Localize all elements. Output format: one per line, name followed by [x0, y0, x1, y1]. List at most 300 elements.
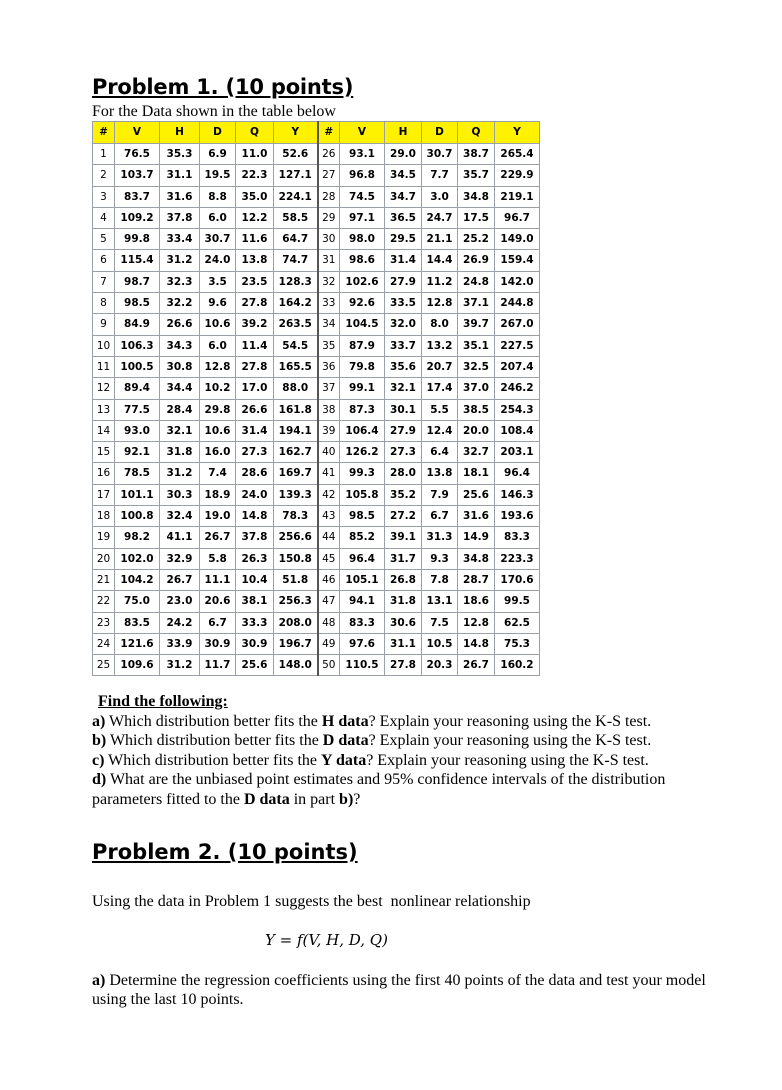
row-index-cell: 50 [318, 655, 340, 676]
row-index-cell: 45 [318, 548, 340, 569]
table-cell: 39.2 [236, 314, 274, 335]
table-row [93, 633, 540, 654]
table-cell: 11.4 [236, 335, 274, 356]
table-cell: 35.1 [458, 335, 495, 356]
table-cell: 5.5 [422, 399, 458, 420]
table-cell: 25.6 [458, 484, 495, 505]
table-row [93, 229, 540, 250]
row-index-cell: 5 [93, 229, 115, 250]
row-index-cell: 8 [93, 293, 115, 314]
table-cell: 161.8 [274, 399, 318, 420]
question-text: ? [353, 790, 361, 808]
table-row [93, 165, 540, 186]
table-cell: 10.6 [200, 314, 236, 335]
column-header-d: D [200, 122, 236, 144]
table-cell: 27.9 [385, 420, 422, 441]
problem2-intro: Using the data in Problem 1 suggests the best nonlinear relationship [92, 893, 531, 910]
table-cell: 6.7 [200, 612, 236, 633]
table-cell: 30.7 [200, 229, 236, 250]
table-cell: 14.4 [422, 250, 458, 271]
table-cell: 31.2 [160, 250, 200, 271]
table-cell: 37.1 [458, 293, 495, 314]
row-index-cell: 38 [318, 399, 340, 420]
table-cell: 9.6 [200, 293, 236, 314]
table-cell: 100.5 [115, 356, 160, 377]
table-cell: 26.6 [236, 399, 274, 420]
table-cell: 32.1 [160, 420, 200, 441]
table-row [93, 399, 540, 420]
table-cell: 108.4 [495, 420, 540, 441]
table-cell: 19.0 [200, 506, 236, 527]
table-cell: 13.8 [236, 250, 274, 271]
table-cell: 224.1 [274, 186, 318, 207]
question-emphasis: H data [321, 712, 369, 730]
table-cell: 89.4 [115, 378, 160, 399]
table-cell: 17.5 [458, 207, 495, 228]
row-index-cell: 28 [318, 186, 340, 207]
table-cell: 78.3 [274, 506, 318, 527]
table-cell: 104.2 [115, 569, 160, 590]
table-cell: 38.1 [236, 591, 274, 612]
table-cell: 26.9 [458, 250, 495, 271]
question-text: ? Explain your reasoning using the K-S test. [368, 732, 652, 749]
table-row [93, 186, 540, 207]
table-header-row [93, 122, 540, 144]
table-cell: 18.6 [458, 591, 495, 612]
table-cell: 100.8 [115, 506, 160, 527]
table-row [93, 591, 540, 612]
problem1-title: Problem 1. (10 points) [92, 75, 354, 99]
problem2-title: Problem 2. (10 points) [92, 840, 358, 864]
row-index-cell: 9 [93, 314, 115, 335]
row-index-cell: 6 [93, 250, 115, 271]
table-cell: 37.8 [160, 207, 200, 228]
table-row [93, 335, 540, 356]
table-row [93, 484, 540, 505]
table-cell: 101.1 [115, 484, 160, 505]
table-cell: 22.3 [236, 165, 274, 186]
table-cell: 6.0 [200, 335, 236, 356]
table-cell: 33.4 [160, 229, 200, 250]
table-cell: 105.8 [340, 484, 385, 505]
table-cell: 27.8 [236, 356, 274, 377]
table-cell: 5.8 [200, 548, 236, 569]
row-index-cell: 21 [93, 569, 115, 590]
question-label: a) [92, 712, 106, 730]
table-row [93, 378, 540, 399]
question-text: ? Explain your reasoning using the K-S test. [368, 712, 652, 730]
column-header-h: H [385, 122, 422, 144]
problem2-equation: Y = f(V, H, D, Q) [265, 931, 388, 949]
table-cell: 6.9 [200, 144, 236, 165]
table-cell: 160.2 [495, 655, 540, 676]
table-row [93, 612, 540, 633]
column-header-index: # [93, 122, 115, 144]
table-cell: 219.1 [495, 186, 540, 207]
table-cell: 35.0 [236, 186, 274, 207]
row-index-cell: 30 [318, 229, 340, 250]
part-a-text: Determine the regression coefficients using the first 40 points of the data and test your model using the last 10 points. [92, 972, 706, 1008]
table-cell: 256.6 [274, 527, 318, 548]
row-index-cell: 2 [93, 165, 115, 186]
table-cell: 24.7 [422, 207, 458, 228]
table-cell: 34.8 [458, 186, 495, 207]
row-index-cell: 17 [93, 484, 115, 505]
table-row [93, 655, 540, 676]
row-index-cell: 40 [318, 442, 340, 463]
table-body [93, 144, 540, 676]
table-cell: 38.7 [458, 144, 495, 165]
table-cell: 98.6 [340, 250, 385, 271]
column-header-y: Y [495, 122, 540, 144]
table-cell: 26.6 [160, 314, 200, 335]
table-cell: 32.1 [385, 378, 422, 399]
row-index-cell: 44 [318, 527, 340, 548]
question-item [92, 731, 732, 751]
table-row [93, 527, 540, 548]
table-row [93, 250, 540, 271]
table-cell: 14.8 [236, 506, 274, 527]
table-cell: 6.4 [422, 442, 458, 463]
row-index-cell: 10 [93, 335, 115, 356]
table-cell: 229.9 [495, 165, 540, 186]
row-index-cell: 18 [93, 506, 115, 527]
table-cell: 30.8 [160, 356, 200, 377]
table-cell: 7.4 [200, 463, 236, 484]
table-cell: 29.5 [385, 229, 422, 250]
table-cell: 37.0 [458, 378, 495, 399]
table-cell: 8.8 [200, 186, 236, 207]
table-cell: 98.2 [115, 527, 160, 548]
row-index-cell: 11 [93, 356, 115, 377]
table-cell: 37.8 [236, 527, 274, 548]
table-cell: 8.0 [422, 314, 458, 335]
table-cell: 14.9 [458, 527, 495, 548]
table-cell: 146.3 [495, 484, 540, 505]
table-cell: 14.8 [458, 633, 495, 654]
table-cell: 78.5 [115, 463, 160, 484]
table-cell: 11.7 [200, 655, 236, 676]
table-cell: 32.7 [458, 442, 495, 463]
table-cell: 10.6 [200, 420, 236, 441]
table-cell: 30.9 [236, 633, 274, 654]
table-cell: 32.2 [160, 293, 200, 314]
table-cell: 27.8 [385, 655, 422, 676]
row-index-cell: 3 [93, 186, 115, 207]
table-row [93, 293, 540, 314]
column-header-v: V [115, 122, 160, 144]
table-cell: 38.5 [458, 399, 495, 420]
table-cell: 34.3 [160, 335, 200, 356]
table-cell: 20.6 [200, 591, 236, 612]
table-cell: 109.2 [115, 207, 160, 228]
table-cell: 32.4 [160, 506, 200, 527]
table-cell: 31.1 [160, 165, 200, 186]
table-cell: 27.3 [236, 442, 274, 463]
table-cell: 74.5 [340, 186, 385, 207]
table-cell: 3.0 [422, 186, 458, 207]
table-row [93, 271, 540, 292]
table-cell: 17.4 [422, 378, 458, 399]
table-row [93, 420, 540, 441]
table-row [93, 356, 540, 377]
row-index-cell: 7 [93, 271, 115, 292]
table-cell: 149.0 [495, 229, 540, 250]
table-cell: 142.0 [495, 271, 540, 292]
table-row [93, 442, 540, 463]
table-cell: 83.3 [495, 527, 540, 548]
table-cell: 12.2 [236, 207, 274, 228]
question-emphasis: Y data [321, 751, 367, 769]
table-cell: 98.7 [115, 271, 160, 292]
table-row [93, 569, 540, 590]
row-index-cell: 31 [318, 250, 340, 271]
question-text: Which distribution better fits the [105, 712, 322, 730]
table-cell: 30.3 [160, 484, 200, 505]
table-cell: 106.4 [340, 420, 385, 441]
table-cell: 23.0 [160, 591, 200, 612]
table-cell: 96.7 [495, 207, 540, 228]
table-cell: 10.2 [200, 378, 236, 399]
table-cell: 35.2 [385, 484, 422, 505]
table-cell: 79.8 [340, 356, 385, 377]
column-header-index: # [318, 122, 340, 144]
row-index-cell: 37 [318, 378, 340, 399]
table-cell: 23.5 [236, 271, 274, 292]
table-cell: 12.8 [458, 612, 495, 633]
find-title: Find the following: [98, 693, 228, 710]
table-cell: 34.8 [458, 548, 495, 569]
table-cell: 24.0 [236, 484, 274, 505]
table-cell: 13.2 [422, 335, 458, 356]
table-cell: 102.0 [115, 548, 160, 569]
table-row [93, 463, 540, 484]
table-cell: 17.0 [236, 378, 274, 399]
table-cell: 103.7 [115, 165, 160, 186]
table-cell: 244.8 [495, 293, 540, 314]
table-cell: 93.0 [115, 420, 160, 441]
table-cell: 76.5 [115, 144, 160, 165]
table-cell: 30.9 [200, 633, 236, 654]
row-index-cell: 16 [93, 463, 115, 484]
column-header-q: Q [458, 122, 495, 144]
table-cell: 31.4 [236, 420, 274, 441]
table-cell: 10.4 [236, 569, 274, 590]
table-cell: 115.4 [115, 250, 160, 271]
table-cell: 19.5 [200, 165, 236, 186]
row-index-cell: 19 [93, 527, 115, 548]
table-cell: 99.3 [340, 463, 385, 484]
table-cell: 64.7 [274, 229, 318, 250]
row-index-cell: 29 [318, 207, 340, 228]
table-cell: 52.6 [274, 144, 318, 165]
table-cell: 58.5 [274, 207, 318, 228]
column-header-d: D [422, 122, 458, 144]
table-cell: 121.6 [115, 633, 160, 654]
row-index-cell: 14 [93, 420, 115, 441]
problem1-subtitle: For the Data shown in the table below [92, 103, 336, 120]
table-cell: 98.0 [340, 229, 385, 250]
column-header-h: H [160, 122, 200, 144]
table-cell: 7.9 [422, 484, 458, 505]
table-cell: 92.1 [115, 442, 160, 463]
row-index-cell: 47 [318, 591, 340, 612]
question-list [92, 712, 732, 810]
table-cell: 96.4 [495, 463, 540, 484]
table-cell: 12.8 [422, 293, 458, 314]
table-cell: 83.7 [115, 186, 160, 207]
table-cell: 6.7 [422, 506, 458, 527]
row-index-cell: 27 [318, 165, 340, 186]
table-cell: 18.1 [458, 463, 495, 484]
table-cell: 31.1 [385, 633, 422, 654]
find-section [92, 692, 732, 809]
table-cell: 83.3 [340, 612, 385, 633]
table-cell: 3.5 [200, 271, 236, 292]
table-cell: 74.7 [274, 250, 318, 271]
table-row [93, 548, 540, 569]
row-index-cell: 13 [93, 399, 115, 420]
table-cell: 9.3 [422, 548, 458, 569]
table-cell: 265.4 [495, 144, 540, 165]
table-cell: 16.0 [200, 442, 236, 463]
table-cell: 170.6 [495, 569, 540, 590]
table-cell: 35.6 [385, 356, 422, 377]
table-cell: 31.4 [385, 250, 422, 271]
table-cell: 128.3 [274, 271, 318, 292]
table-cell: 31.7 [385, 548, 422, 569]
table-cell: 31.6 [160, 186, 200, 207]
table-cell: 26.3 [236, 548, 274, 569]
table-cell: 20.0 [458, 420, 495, 441]
question-label: b) [92, 732, 107, 749]
table-cell: 27.9 [385, 271, 422, 292]
row-index-cell: 36 [318, 356, 340, 377]
table-cell: 194.1 [274, 420, 318, 441]
row-index-cell: 24 [93, 633, 115, 654]
table-cell: 98.5 [340, 506, 385, 527]
row-index-cell: 42 [318, 484, 340, 505]
table-cell: 20.3 [422, 655, 458, 676]
row-index-cell: 43 [318, 506, 340, 527]
table-cell: 26.7 [458, 655, 495, 676]
table-cell: 83.5 [115, 612, 160, 633]
table-cell: 51.8 [274, 569, 318, 590]
table-cell: 31.2 [160, 655, 200, 676]
table-cell: 148.0 [274, 655, 318, 676]
table-cell: 31.6 [458, 506, 495, 527]
row-index-cell: 12 [93, 378, 115, 399]
table-cell: 94.1 [340, 591, 385, 612]
table-cell: 25.6 [236, 655, 274, 676]
table-cell: 21.1 [422, 229, 458, 250]
table-cell: 54.5 [274, 335, 318, 356]
table-cell: 208.0 [274, 612, 318, 633]
table-cell: 246.2 [495, 378, 540, 399]
table-cell: 12.8 [200, 356, 236, 377]
column-header-y: Y [274, 122, 318, 144]
table-cell: 62.5 [495, 612, 540, 633]
table-cell: 109.6 [115, 655, 160, 676]
table-cell: 99.5 [495, 591, 540, 612]
table-cell: 29.0 [385, 144, 422, 165]
table-cell: 11.2 [422, 271, 458, 292]
table-cell: 7.7 [422, 165, 458, 186]
table-cell: 92.6 [340, 293, 385, 314]
question-label: d) [92, 771, 107, 788]
table-cell: 24.0 [200, 250, 236, 271]
table-row [93, 506, 540, 527]
table-cell: 88.0 [274, 378, 318, 399]
question-text: in part [289, 790, 340, 808]
table-cell: 31.8 [385, 591, 422, 612]
table-cell: 27.8 [236, 293, 274, 314]
table-cell: 254.3 [495, 399, 540, 420]
table-cell: 26.8 [385, 569, 422, 590]
table-cell: 203.1 [495, 442, 540, 463]
row-index-cell: 41 [318, 463, 340, 484]
table-cell: 31.3 [422, 527, 458, 548]
table-cell: 106.3 [115, 335, 160, 356]
row-index-cell: 48 [318, 612, 340, 633]
table-cell: 26.7 [200, 527, 236, 548]
table-cell: 77.5 [115, 399, 160, 420]
table-cell: 256.3 [274, 591, 318, 612]
question-item [92, 751, 732, 771]
table-cell: 207.4 [495, 356, 540, 377]
table-cell: 31.2 [160, 463, 200, 484]
row-index-cell: 1 [93, 144, 115, 165]
question-text: What are the unbiased point estimates and 95% confidence intervals of the distribution parameters fitted to the [92, 771, 666, 808]
table-cell: 105.1 [340, 569, 385, 590]
table-cell: 87.9 [340, 335, 385, 356]
question-text: Which distribution better fits the [106, 732, 323, 749]
table-cell: 30.6 [385, 612, 422, 633]
row-index-cell: 35 [318, 335, 340, 356]
table-cell: 96.8 [340, 165, 385, 186]
table-cell: 33.9 [160, 633, 200, 654]
table-cell: 33.3 [236, 612, 274, 633]
question-emphasis: D data [243, 790, 290, 808]
table-cell: 20.7 [422, 356, 458, 377]
table-cell: 33.5 [385, 293, 422, 314]
question-text: Which distribution better fits the [104, 751, 321, 769]
table-cell: 196.7 [274, 633, 318, 654]
table-cell: 18.9 [200, 484, 236, 505]
question-label: c) [92, 751, 105, 769]
table-cell: 127.1 [274, 165, 318, 186]
table-cell: 7.8 [422, 569, 458, 590]
row-index-cell: 20 [93, 548, 115, 569]
table-cell: 96.4 [340, 548, 385, 569]
question-emphasis: D data [322, 732, 369, 749]
table-cell: 84.9 [115, 314, 160, 335]
table-cell: 27.2 [385, 506, 422, 527]
table-cell: 75.3 [495, 633, 540, 654]
table-cell: 32.9 [160, 548, 200, 569]
table-cell: 126.2 [340, 442, 385, 463]
table-cell: 223.3 [495, 548, 540, 569]
question-item [92, 770, 732, 809]
table-cell: 97.1 [340, 207, 385, 228]
table-cell: 28.7 [458, 569, 495, 590]
table-cell: 267.0 [495, 314, 540, 335]
row-index-cell: 15 [93, 442, 115, 463]
row-index-cell: 39 [318, 420, 340, 441]
table-cell: 11.6 [236, 229, 274, 250]
table-cell: 164.2 [274, 293, 318, 314]
row-index-cell: 32 [318, 271, 340, 292]
